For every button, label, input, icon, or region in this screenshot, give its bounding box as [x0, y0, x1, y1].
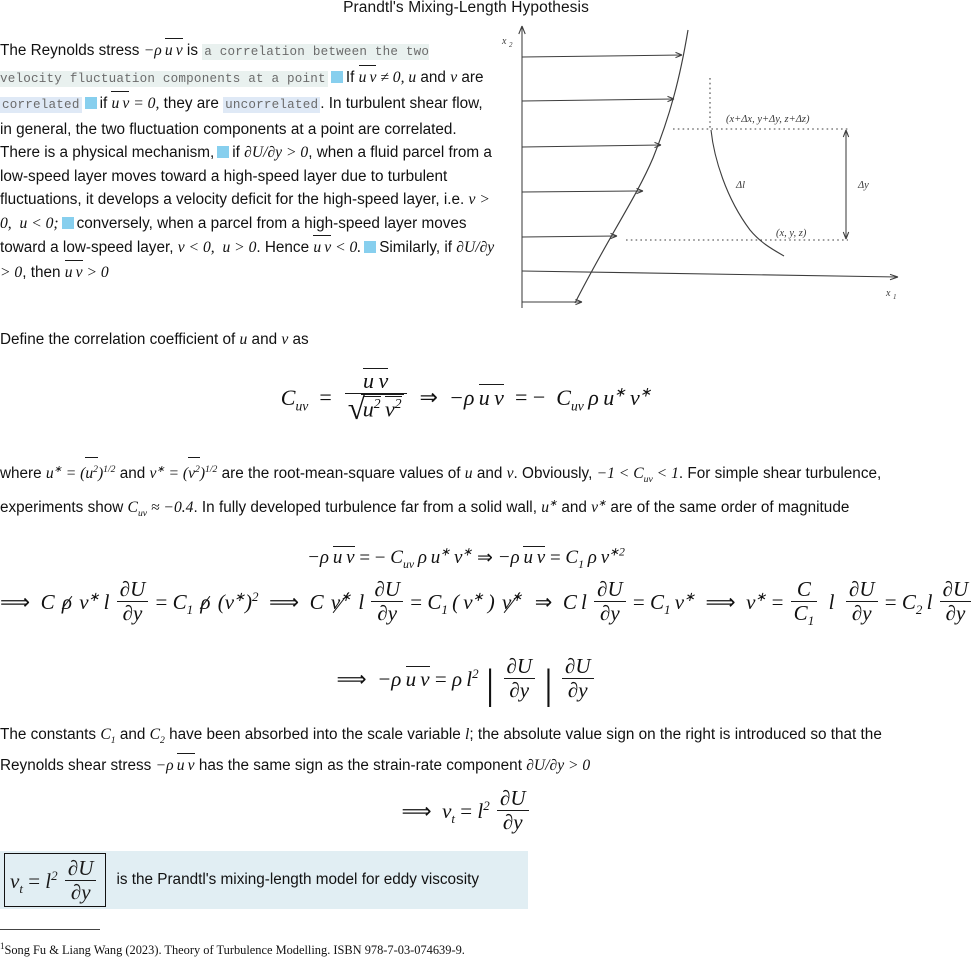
- p1-text-1: The Reynolds stress: [0, 42, 144, 59]
- page-title: Prandtl's Mixing-Length Hypothesis: [343, 0, 589, 16]
- p4-text-2: and: [115, 726, 150, 743]
- p3-text-1: where: [0, 465, 46, 483]
- p3-text-5: . Obviously,: [513, 465, 597, 483]
- p4-text-4: ; the absolute value sign on the right is introduced so that the Reynolds shear stress: [0, 726, 882, 774]
- paragraph-reynolds-stress: The Reynolds stress −ρ u v is a correlation between the two velocity fluctuation components at a point If u v ≠ 0, u and v are correlated if u v = 0, they are uncorrelated . In turbulent shear flow, in general, the two fluctuation components at a point are correlated. There is a physical mechanism, if ∂U/∂y > 0, when a fluid parcel from a low-speed layer moves toward a high-speed layer due to turbulent fluctuations, it develops a velocity deficit for the high-speed layer, i.e. v > 0, u < 0; conversely, when a parcel from a high-speed layer moves toward a low-speed layer, v < 0, u > 0. Hence u v < 0. Similarly, if ∂U/∂y > 0, then u v > 0: [0, 38, 497, 284]
- footnote-marker: 1: [0, 941, 5, 951]
- figure-svg: [498, 8, 928, 320]
- p3-text-9: are of the same order of magnitude: [606, 498, 850, 516]
- equation-reynolds-stress-relation: −ρ u v = − $C_{uv}$ ρ u∗ v∗ ⇒ −ρ u $v = C_1$ ρ $v^{∗2}$: [307, 546, 625, 572]
- p3-text-8: and: [557, 498, 592, 516]
- annotation-code-2: correlated: [2, 98, 80, 112]
- p1-text-5: are: [457, 68, 484, 86]
- p3-text-2: and: [115, 465, 150, 483]
- figure-delta-l-label: Δl: [736, 180, 746, 191]
- equation-correlation-coefficient: $C_{uv}$ = u v √ $u^2$ $v^2$ ⇒ −ρ u v = − $C_{uv}$ ρ u∗ v∗: [0, 368, 932, 421]
- p1-text-12: . Hence: [256, 239, 314, 256]
- marker-square-icon: [217, 146, 229, 158]
- footnote-separator: [0, 929, 100, 930]
- p4-text-3: have been absorbed into the scale variable: [164, 726, 466, 743]
- p3-text-3: are the root-mean-square values of: [217, 465, 465, 483]
- boxed-equation: $\nu_t = l^2$ $\frac{\partial U}{\partial y}$: [4, 853, 106, 907]
- result-caption: is the Prandtl's mixing-length model for eddy viscosity: [116, 871, 480, 888]
- annotation-code-1: a correlation between the two velocity fluctuation components at a point: [0, 45, 430, 86]
- p3-text-7: . In fully developed turbulence far from a solid wall,: [193, 498, 542, 516]
- figure-point-lower-label: (x, y, z): [776, 228, 807, 239]
- p2-text-pre: Define the correlation coefficient of: [0, 331, 240, 348]
- p2-text-and: and: [247, 331, 282, 348]
- p4-text-1: The constants: [0, 726, 101, 743]
- p2-text-as: as: [288, 331, 309, 348]
- equation-reynolds-stress-final: ⟹ −ρ u v = ρ $l^2$ | $\frac{\partial U}{\partial y}$ | $\frac{\partial U}{\partial y}$: [0, 655, 932, 701]
- p3-text-4: and: [472, 465, 507, 483]
- p1-text-7: they are: [159, 95, 224, 112]
- figure-axis-y-sub: 2: [509, 41, 513, 49]
- footnote-text: Song Fu & Liang Wang (2023). Theory of Turbulence Modelling. ISBN 978-7-03-074639-9.: [4, 943, 465, 958]
- marker-square-icon: [331, 71, 343, 83]
- figure-point-upper-label: (x+Δx, y+Δy, z+Δz): [726, 114, 810, 125]
- p1-text-13: Similarly, if: [379, 239, 457, 256]
- result-highlight-row: [0, 851, 528, 909]
- p1-text-2: is: [182, 42, 203, 59]
- p3-text-6: . For simple shear turbulence, experiments show: [0, 465, 882, 516]
- figure-axis-y-label: x: [502, 36, 507, 47]
- figure-axis-x-sub: 1: [893, 293, 897, 301]
- marker-square-icon: [62, 217, 74, 229]
- p1-text-11: conversely, when a parcel from a high-speed layer moves toward a low-speed layer,: [0, 214, 467, 256]
- marker-square-icon: [364, 241, 376, 253]
- figure-delta-y-label: Δy: [858, 180, 869, 191]
- equation-eddy-viscosity: ⟹ $\nu_t = l^2$ $\frac{\partial U}{\partial y}$: [0, 787, 932, 833]
- paragraph-constants-absorbed: The constants $C_1$ and $C_2$ have been absorbed into the scale variable l; the absolute value sign on the right is introduced so that the Reynolds shear stress −ρ u v has the same sign as the strain-rate component ∂U/∂y > 0: [0, 723, 932, 777]
- marker-square-icon: [85, 97, 97, 109]
- paragraph-rms-values: where $u^∗ = (u^2)^{1/2}$ and $v^∗ = (v^2)^{1/2}$ are the root-mean-square values of u and v. Obviously, $-1 < C_{uv} < 1$. For simple shear turbulence, experiments show $C_{uv} \approx -0.4$. In fully developed turbulence far from a solid wall, u∗ and v∗ are of the same order of magnitude: [0, 457, 932, 526]
- velocity-profile-figure: [498, 8, 928, 320]
- p1-text-6: if: [99, 95, 112, 112]
- p4-text-5: has the same sign as the strain-rate component: [194, 756, 527, 774]
- figure-axis-x-label: x: [886, 288, 891, 299]
- annotation-code-3: uncorrelated: [225, 98, 319, 112]
- equation-derivation-chain: ⟹ C ρ v∗ l $\frac{\partial U}{\partial y}$ = $C_1$ ρ $(v^∗)^2$ ⟹ C v∗ l $\frac{\partial U}{\partial y}$ = $C_1$ ( v∗ ) v∗ ⇒ C l $\frac{\partial U}{\partial y}$ = $C_1$ v∗ ⟹ v∗ = $\frac{C}{C_1}$ l $\frac{\partial U}{\partial y}$ = $C_2$ l $\frac{\partial U}{\partial y}$: [0, 578, 932, 628]
- footnote: [0, 941, 465, 958]
- p1-text-14: , then: [22, 263, 65, 281]
- p1-text-3: If: [345, 68, 359, 86]
- p1-text-8: . In turbulent shear flow, in general, the two fluctuation components at a point are correlated. There is a physical mechanism,: [0, 95, 483, 161]
- p1-text-10: , when a fluid parcel from a low-speed layer moves toward a high-speed layer due to turbulent fluctuations, it develops a velocity deficit for the high-speed layer, i.e.: [0, 144, 492, 208]
- paragraph-define-correlation: Define the correlation coefficient of u and v as: [0, 331, 309, 348]
- p1-text-4: and: [416, 68, 451, 86]
- p1-text-9: if: [232, 144, 245, 161]
